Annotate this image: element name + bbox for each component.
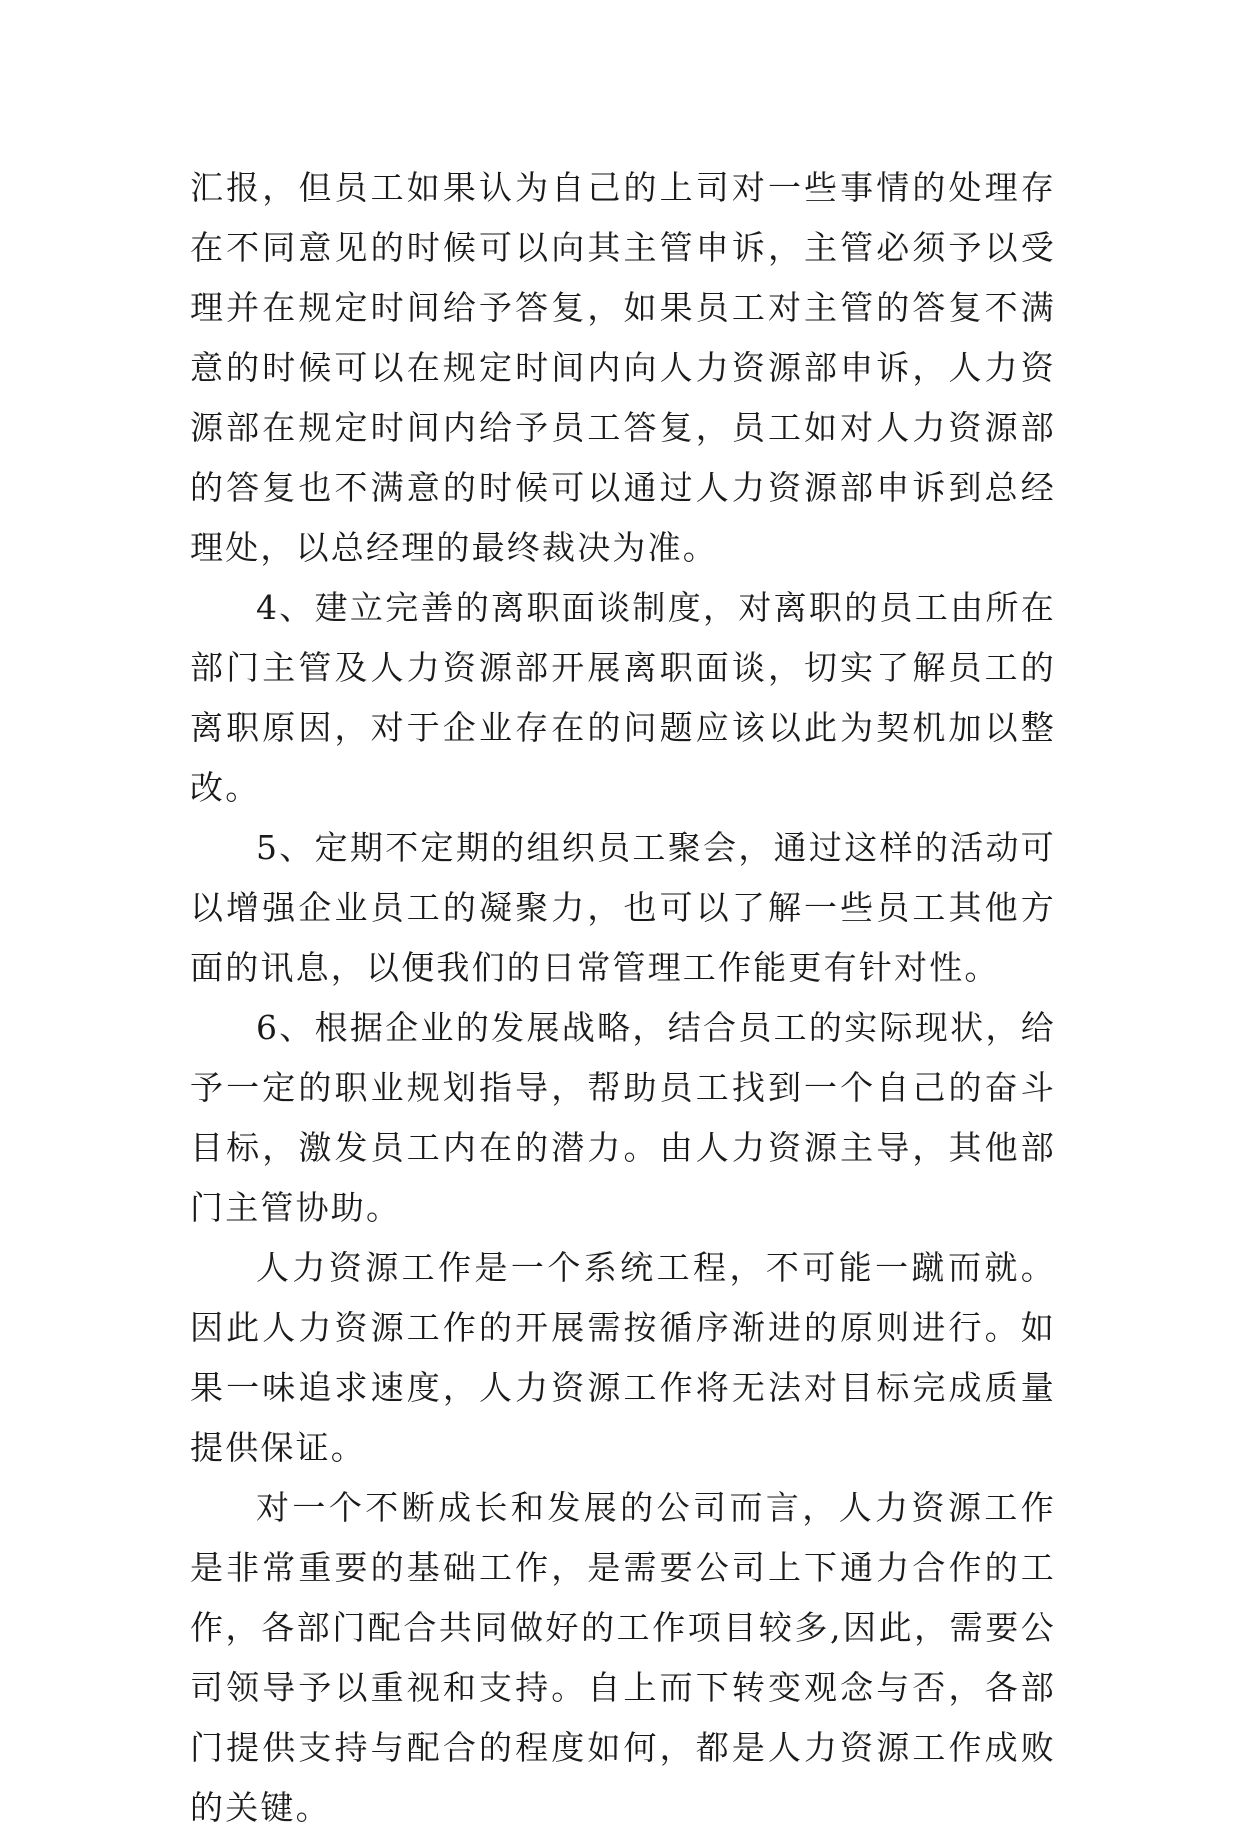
document-body xyxy=(190,158,1056,1838)
paragraph-item-6: 6、根据企业的发展战略，结合员工的实际现状，给予一定的职业规划指导，帮助员工找到一个自己的奋斗目标，激发员工内在的潜力。由人力资源主导，其他部门主管协助。 xyxy=(190,1008,1056,1227)
paragraph-system-engineering: 人力资源工作是一个系统工程，不可能一蹴而就。因此人力资源工作的开展需按循序渐进的原则进行。如果一味追求速度，人力资源工作将无法对目标完成质量提供保证。 xyxy=(190,1248,1056,1467)
paragraph-conclusion: 对一个不断成长和发展的公司而言，人力资源工作是非常重要的基础工作，是需要公司上下通力合作的工作，各部门配合共同做好的工作项目较多,因此，需要公司领导予以重视和支持。自上而下转变观念与否，各部门提供支持与配合的程度如何，都是人力资源工作成败的关键。 xyxy=(190,1488,1056,1827)
paragraph-continuation: 汇报，但员工如果认为自己的上司对一些事情的处理存在不同意见的时候可以向其主管申诉，主管必须予以受理并在规定时间给予答复，如果员工对主管的答复不满意的时候可以在规定时间内向人力资源部申诉，人力资源部在规定时间内给予员工答复，员工如对人力资源部的答复也不满意的时候可以通过人力资源部申诉到总经理处，以总经理的最终裁决为准。 xyxy=(190,168,1056,567)
paragraph-item-5: 5、定期不定期的组织员工聚会，通过这样的活动可以增强企业员工的凝聚力，也可以了解一些员工其他方面的讯息，以便我们的日常管理工作能更有针对性。 xyxy=(190,828,1056,987)
paragraph-item-4: 4、建立完善的离职面谈制度，对离职的员工由所在部门主管及人力资源部开展离职面谈，切实了解员工的离职原因，对于企业存在的问题应该以此为契机加以整改。 xyxy=(190,588,1056,807)
